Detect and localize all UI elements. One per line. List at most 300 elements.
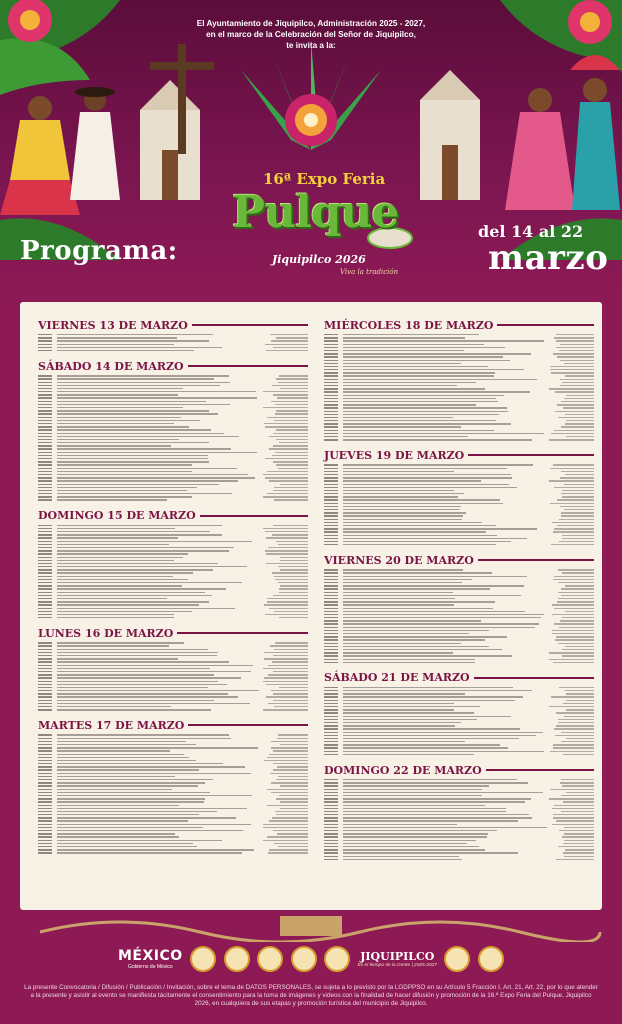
event-time: [324, 836, 338, 837]
event-venue: [277, 738, 308, 739]
event-time: [324, 655, 338, 656]
event-time: [38, 464, 52, 465]
event-time: [38, 468, 52, 469]
event-time: [38, 531, 52, 532]
event-time: [38, 820, 52, 821]
event-time: [324, 649, 338, 650]
event-venue: [279, 375, 308, 376]
event-description: [343, 363, 461, 364]
event-venue: [561, 471, 594, 472]
event-venue: [558, 722, 594, 723]
event-row: [38, 350, 308, 353]
event-venue: [274, 649, 308, 650]
event-venue: [549, 480, 594, 481]
event-description: [343, 706, 480, 707]
event-venue: [276, 429, 308, 430]
event-venue: [271, 340, 308, 341]
event-row: [324, 439, 594, 442]
event-time: [324, 503, 338, 504]
event-description: [57, 617, 174, 618]
event-description: [343, 592, 453, 593]
event-venue: [278, 544, 308, 545]
event-time: [38, 763, 52, 764]
event-venue: [273, 693, 308, 694]
event-description: [57, 461, 209, 462]
event-time: [324, 464, 338, 465]
event-venue: [563, 852, 594, 853]
event-venue: [271, 747, 308, 748]
event-description: [57, 378, 214, 379]
event-venue: [566, 700, 594, 701]
event-venue: [273, 347, 308, 348]
event-time: [38, 789, 52, 790]
event-description: [57, 614, 174, 615]
event-time: [38, 849, 52, 850]
event-time: [38, 652, 52, 653]
event-time: [324, 592, 338, 593]
event-time: [38, 417, 52, 418]
event-venue: [561, 595, 594, 596]
event-venue: [274, 576, 308, 577]
event-description: [57, 655, 217, 656]
event-venue: [551, 433, 594, 434]
event-venue: [560, 379, 594, 380]
event-time: [38, 852, 52, 853]
event-description: [57, 563, 218, 564]
event-description: [343, 827, 547, 828]
event-time: [38, 668, 52, 669]
event-venue: [266, 563, 308, 564]
event-time: [324, 747, 338, 748]
event-venue: [552, 604, 594, 605]
event-venue: [553, 662, 594, 663]
expo-feria-edition: 16ª Expo Feria: [263, 170, 386, 188]
event-time: [324, 687, 338, 688]
event-description: [343, 741, 465, 742]
event-description: [57, 582, 242, 583]
event-description: [343, 843, 467, 844]
event-venue: [565, 414, 594, 415]
event-description: [57, 397, 257, 398]
event-description: [57, 404, 230, 405]
event-time: [324, 659, 338, 660]
event-time: [38, 661, 52, 662]
event-venue: [267, 471, 308, 472]
event-venue: [265, 344, 308, 345]
event-description: [343, 852, 518, 853]
event-time: [324, 471, 338, 472]
event-time: [324, 411, 338, 412]
event-description: [57, 814, 199, 815]
event-time: [324, 379, 338, 380]
event-venue: [280, 801, 308, 802]
event-time: [324, 436, 338, 437]
event-venue: [268, 852, 308, 853]
event-venue: [268, 665, 308, 666]
event-venue: [266, 553, 308, 554]
event-description: [343, 360, 510, 361]
tagline: Viva la tradición: [340, 268, 399, 276]
event-description: [343, 499, 500, 500]
event-venue: [263, 528, 308, 529]
event-time: [38, 766, 52, 767]
event-description: [57, 734, 229, 735]
event-time: [38, 499, 52, 500]
event-description: [343, 404, 476, 405]
event-time: [324, 347, 338, 348]
event-description: [343, 544, 496, 545]
event-venue: [552, 630, 594, 631]
event-time: [38, 347, 52, 348]
event-venue: [561, 515, 594, 516]
event-row: [38, 709, 308, 712]
event-time: [38, 693, 52, 694]
event-venue: [263, 840, 308, 841]
event-description: [343, 535, 497, 536]
event-venue: [263, 709, 308, 710]
event-venue: [564, 398, 594, 399]
event-description: [343, 395, 504, 396]
event-time: [324, 506, 338, 507]
event-description: [57, 798, 205, 799]
event-venue: [555, 639, 594, 640]
event-logo-text: Pulque: [232, 187, 399, 238]
event-time: [38, 337, 52, 338]
event-time: [38, 455, 52, 456]
event-description: [57, 681, 218, 682]
event-venue: [264, 658, 308, 659]
event-venue: [561, 795, 594, 796]
event-description: [57, 579, 188, 580]
event-description: [343, 531, 486, 532]
event-venue: [273, 750, 308, 751]
event-venue: [550, 503, 594, 504]
event-time: [324, 595, 338, 596]
event-description: [343, 636, 507, 637]
event-description: [57, 436, 239, 437]
event-time: [324, 509, 338, 510]
event-venue: [264, 423, 308, 424]
event-time: [324, 388, 338, 389]
event-description: [343, 655, 512, 656]
event-venue: [561, 732, 594, 733]
event-description: [57, 801, 204, 802]
event-time: [38, 760, 52, 761]
event-time: [324, 535, 338, 536]
event-description: [57, 696, 238, 697]
event-time: [324, 569, 338, 570]
event-time: [38, 394, 52, 395]
event-venue: [265, 426, 308, 427]
event-description: [343, 817, 532, 818]
event-description: [57, 334, 213, 335]
day-heading: [38, 626, 308, 640]
event-time: [324, 468, 338, 469]
event-time: [38, 709, 52, 710]
event-venue: [557, 525, 594, 526]
event-description: [343, 709, 454, 710]
event-description: [343, 643, 461, 644]
date-range-line-1: del 14 al 22: [478, 222, 584, 241]
event-description: [343, 350, 464, 351]
event-time: [38, 458, 52, 459]
event-description: [343, 633, 469, 634]
event-description: [343, 601, 495, 602]
event-time: [324, 356, 338, 357]
event-time: [38, 773, 52, 774]
event-list: [38, 334, 308, 353]
event-description: [343, 614, 544, 615]
event-time: [324, 515, 338, 516]
event-venue: [564, 484, 594, 485]
event-venue: [275, 642, 308, 643]
event-venue: [279, 442, 308, 443]
event-venue: [274, 843, 308, 844]
footer-ornament: [0, 912, 622, 942]
day-heading: [38, 318, 308, 332]
event-time: [38, 817, 52, 818]
event-venue: [268, 674, 308, 675]
event-time: [38, 754, 52, 755]
day-section: [324, 763, 594, 868]
event-venue: [552, 522, 594, 523]
event-time: [38, 747, 52, 748]
event-description: [343, 785, 489, 786]
event-description: [57, 458, 208, 459]
event-description: [57, 585, 182, 586]
event-description: [343, 598, 455, 599]
event-description: [57, 544, 169, 545]
event-time: [324, 480, 338, 481]
event-description: [57, 423, 174, 424]
event-description: [57, 661, 229, 662]
event-description: [343, 353, 531, 354]
event-venue: [554, 337, 594, 338]
event-venue: [272, 455, 308, 456]
event-time: [38, 677, 52, 678]
event-time: [324, 795, 338, 796]
event-description: [57, 744, 196, 745]
event-time: [38, 534, 52, 535]
event-venue: [264, 604, 308, 605]
event-time: [38, 785, 52, 786]
day-heading-label: JUEVES 19 DE MARZO: [324, 448, 465, 462]
event-venue: [550, 751, 594, 752]
event-venue: [562, 785, 594, 786]
event-venue: [267, 805, 308, 806]
event-time: [38, 541, 52, 542]
event-venue: [563, 843, 594, 844]
day-heading-label: VIERNES 20 DE MARZO: [324, 553, 474, 567]
event-venue: [558, 417, 594, 418]
event-description: [57, 693, 228, 694]
event-description: [343, 859, 462, 860]
event-description: [57, 452, 257, 453]
event-time: [324, 690, 338, 691]
event-venue: [566, 792, 594, 793]
event-description: [343, 503, 503, 504]
event-venue: [562, 836, 594, 837]
event-time: [324, 830, 338, 831]
event-venue: [267, 789, 308, 790]
event-venue: [552, 824, 594, 825]
event-description: [57, 477, 255, 478]
day-heading-rule: [474, 677, 594, 679]
jiquipilco-logo-label: JIQUIPILCO: [360, 950, 435, 963]
event-row: [38, 617, 308, 620]
event-venue: [565, 849, 594, 850]
event-description: [57, 537, 178, 538]
event-venue: [549, 652, 594, 653]
event-time: [38, 744, 52, 745]
event-venue: [273, 830, 308, 831]
event-time: [324, 719, 338, 720]
event-venue: [558, 643, 594, 644]
event-venue: [563, 801, 594, 802]
event-time: [324, 623, 338, 624]
event-time: [324, 474, 338, 475]
day-heading: [324, 763, 594, 777]
event-description: [57, 474, 248, 475]
event-venue: [550, 369, 594, 370]
event-row: [324, 544, 594, 547]
day-heading-rule: [188, 365, 308, 367]
event-description: [57, 375, 229, 376]
event-time: [38, 423, 52, 424]
event-time: [38, 350, 52, 351]
event-venue: [270, 773, 308, 774]
event-time: [324, 843, 338, 844]
day-heading: [324, 671, 594, 685]
event-venue: [563, 703, 594, 704]
event-description: [343, 779, 517, 780]
event-row: [38, 499, 308, 502]
event-time: [38, 665, 52, 666]
event-venue: [277, 766, 308, 767]
event-time: [324, 801, 338, 802]
event-description: [343, 754, 474, 755]
event-venue: [266, 350, 308, 351]
event-venue: [267, 836, 308, 837]
event-venue: [559, 519, 594, 520]
event-time: [38, 490, 52, 491]
pueblo-con-encanto-logo: [444, 946, 470, 972]
event-time: [38, 378, 52, 379]
event-description: [57, 531, 210, 532]
event-description: [57, 763, 223, 764]
event-time: [38, 645, 52, 646]
event-time: [324, 789, 338, 790]
event-venue: [279, 592, 308, 593]
event-time: [38, 496, 52, 497]
intro-line-2: en el marco de la Celebración del Señor de Jiquipilco,: [206, 30, 416, 39]
event-time: [38, 805, 52, 806]
event-time: [38, 566, 52, 567]
event-time: [324, 751, 338, 752]
event-description: [57, 776, 175, 777]
event-venue: [566, 436, 594, 437]
event-description: [343, 337, 465, 338]
event-venue: [558, 598, 594, 599]
day-heading-label: SÁBADO 21 DE MARZO: [324, 671, 470, 685]
event-description: [343, 391, 530, 392]
event-venue: [267, 493, 308, 494]
event-venue: [558, 846, 594, 847]
event-description: [57, 811, 217, 812]
event-description: [57, 547, 234, 548]
event-time: [324, 817, 338, 818]
event-time: [324, 407, 338, 408]
event-time: [38, 588, 52, 589]
event-venue: [273, 433, 308, 434]
event-venue: [553, 579, 594, 580]
event-description: [343, 493, 464, 494]
mexico-logo: [118, 948, 183, 970]
event-time: [324, 484, 338, 485]
event-description: [343, 630, 489, 631]
event-description: [57, 658, 178, 659]
event-venue: [280, 557, 308, 558]
event-time: [324, 528, 338, 529]
event-description: [57, 706, 171, 707]
event-description: [343, 728, 520, 729]
event-venue: [275, 579, 308, 580]
event-time: [38, 684, 52, 685]
event-time: [324, 522, 338, 523]
event-time: [38, 801, 52, 802]
event-description: [57, 671, 251, 672]
event-description: [343, 506, 461, 507]
event-description: [343, 490, 454, 491]
event-time: [38, 445, 52, 446]
event-description: [57, 652, 218, 653]
event-time: [38, 782, 52, 783]
event-venue: [264, 652, 308, 653]
event-time: [324, 728, 338, 729]
day-heading: [38, 359, 308, 373]
event-description: [343, 369, 524, 370]
event-description: [57, 382, 230, 383]
event-description: [57, 588, 226, 589]
event-time: [324, 706, 338, 707]
event-description: [57, 560, 174, 561]
jiquipilco-logo-sub: Es el tiempo de la Gente | 2025-2027: [357, 963, 437, 968]
event-venue: [554, 805, 594, 806]
event-list: [324, 334, 594, 442]
event-venue: [563, 407, 594, 408]
event-description: [57, 757, 189, 758]
event-venue: [278, 382, 308, 383]
event-time: [38, 429, 52, 430]
seal-4-icon: [291, 946, 317, 972]
event-time: [38, 592, 52, 593]
event-venue: [556, 820, 594, 821]
event-venue: [278, 846, 308, 847]
event-description: [343, 433, 544, 434]
event-description: [57, 413, 218, 414]
event-description: [343, 519, 462, 520]
event-time: [324, 824, 338, 825]
event-time: [38, 563, 52, 564]
event-venue: [556, 340, 594, 341]
event-time: [38, 388, 52, 389]
event-description: [343, 398, 496, 399]
event-venue: [265, 614, 308, 615]
event-time: [324, 744, 338, 745]
event-time: [324, 601, 338, 602]
event-time: [324, 417, 338, 418]
day-heading-rule: [200, 515, 308, 517]
